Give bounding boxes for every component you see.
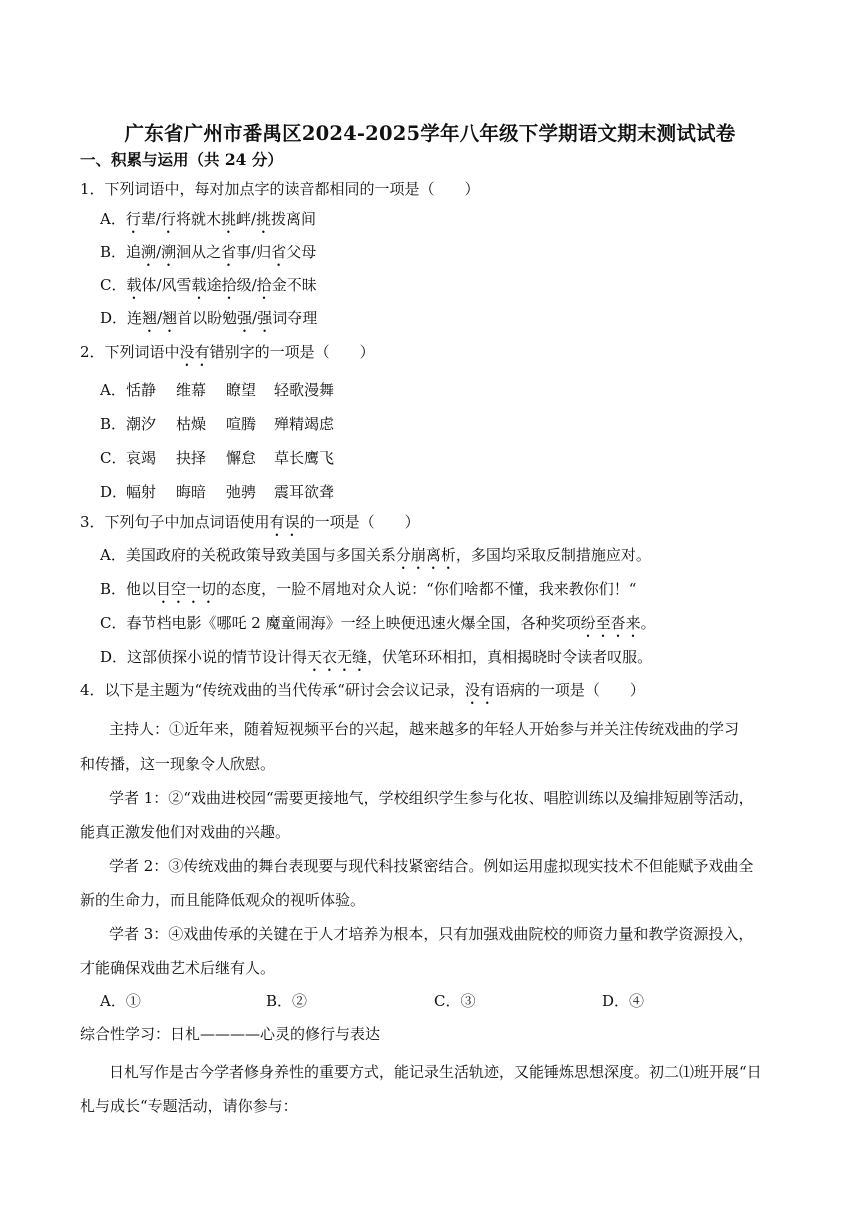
- question-2-option-a: A．恬静 维幕 瞭望 轻歌漫舞: [100, 381, 335, 399]
- question-1-option-b: B．追溯/溯洄从之省事/归省父母: [100, 243, 317, 261]
- question-4-stem: 4．以下是主题为“传统戏曲的当代传承“研讨会会议记录，没有语病的一项是（ ）: [80, 681, 645, 699]
- question-4-option-a: A．①: [100, 992, 141, 1010]
- question-2-option-b: B．潮汐 枯燥 喧腾 殚精竭虑: [100, 415, 335, 433]
- question-2-stem: 2．下列词语中没有错别字的一项是（ ）: [80, 343, 375, 361]
- question-1-option-c: C．载体/风雪载途拾级/拾金不昧: [100, 276, 317, 294]
- comprehensive-learning-heading: 综合性学习：日札————心灵的修行与表达: [80, 1025, 381, 1043]
- question-3-stem: 3．下列句子中加点词语使用有误的一项是（ ）: [80, 513, 420, 531]
- question-1-stem: 1．下列词语中，每对加点字的读音都相同的一项是（ ）: [80, 180, 480, 198]
- question-4-scholar3-line2: 才能确保戏曲艺术后继有人。: [80, 959, 276, 977]
- question-4-option-c: C．③: [434, 992, 476, 1010]
- question-4-scholar2-line2: 新的生命力，而且能降低观众的视听体验。: [80, 891, 366, 909]
- question-3-option-c: C．春节档电影《哪吒 2 魔童闹海》一经上映便迅速火爆全国，各种奖项纷至沓来。: [100, 614, 656, 632]
- question-4-scholar2-line1: 学者 2：③传统戏曲的舞台表现要与现代科技紧密结合。例如运用虚拟现实技术不但能赋予戏曲全: [109, 857, 754, 875]
- question-2-option-d: D．幅射 晦暗 弛骋 震耳欲聋: [100, 483, 335, 501]
- comprehensive-learning-line1: 日札写作是古今学者修身养性的重要方式，能记录生活轨迹，又能锤炼思想深度。初二⑴班开展“日: [109, 1063, 762, 1081]
- question-2-option-c: C．哀竭 抉择 懈怠 草长鹰飞: [100, 449, 335, 467]
- question-4-option-b: B．②: [266, 992, 308, 1010]
- question-4-scholar3-line1: 学者 3：④戏曲传承的关键在于人才培养为根本，只有加强戏曲院校的师资力量和教学资源投入，: [109, 925, 754, 943]
- question-3-option-b: B．他以目空一切的态度，一脸不屑地对众人说：“你们啥都不懂，我来教你们！“: [100, 580, 637, 598]
- question-3-option-a: A．美国政府的关税政策导致美国与多国关系分崩离析，多国均采取反制措施应对。: [100, 546, 651, 564]
- comprehensive-learning-line2: 札与成长“专题活动，请你参与：: [80, 1097, 298, 1115]
- question-1-option-d: D．连翘/翘首以盼勉强/强词夺理: [100, 309, 318, 327]
- question-4-host-line2: 和传播，这一现象令人欣慰。: [80, 755, 276, 773]
- section-heading: 一、积累与运用（共 24 分）: [80, 150, 283, 169]
- question-4-host-line1: 主持人：①近年来，随着短视频平台的兴起，越来越多的年轻人开始参与并关注传统戏曲的学习: [109, 720, 740, 738]
- page-title: 广东省广州市番禺区2024-2025学年八年级下学期语文期末测试试卷: [124, 122, 736, 145]
- question-4-scholar1-line2: 能真正激发他们对戏曲的兴趣。: [80, 823, 291, 841]
- question-4-option-d: D．④: [602, 992, 645, 1010]
- question-4-scholar1-line1: 学者 1：②“戏曲进校园“需要更接地气，学校组织学生参与化妆、唱腔训练以及编排短剧等活动，: [109, 789, 754, 807]
- question-1-option-a: A．行辈/行将就木挑衅/挑拨离间: [100, 210, 317, 228]
- question-3-option-d: D．这部侦探小说的情节设计得天衣无缝，伏笔环环相扣，真相揭晓时令读者叹服。: [100, 648, 653, 666]
